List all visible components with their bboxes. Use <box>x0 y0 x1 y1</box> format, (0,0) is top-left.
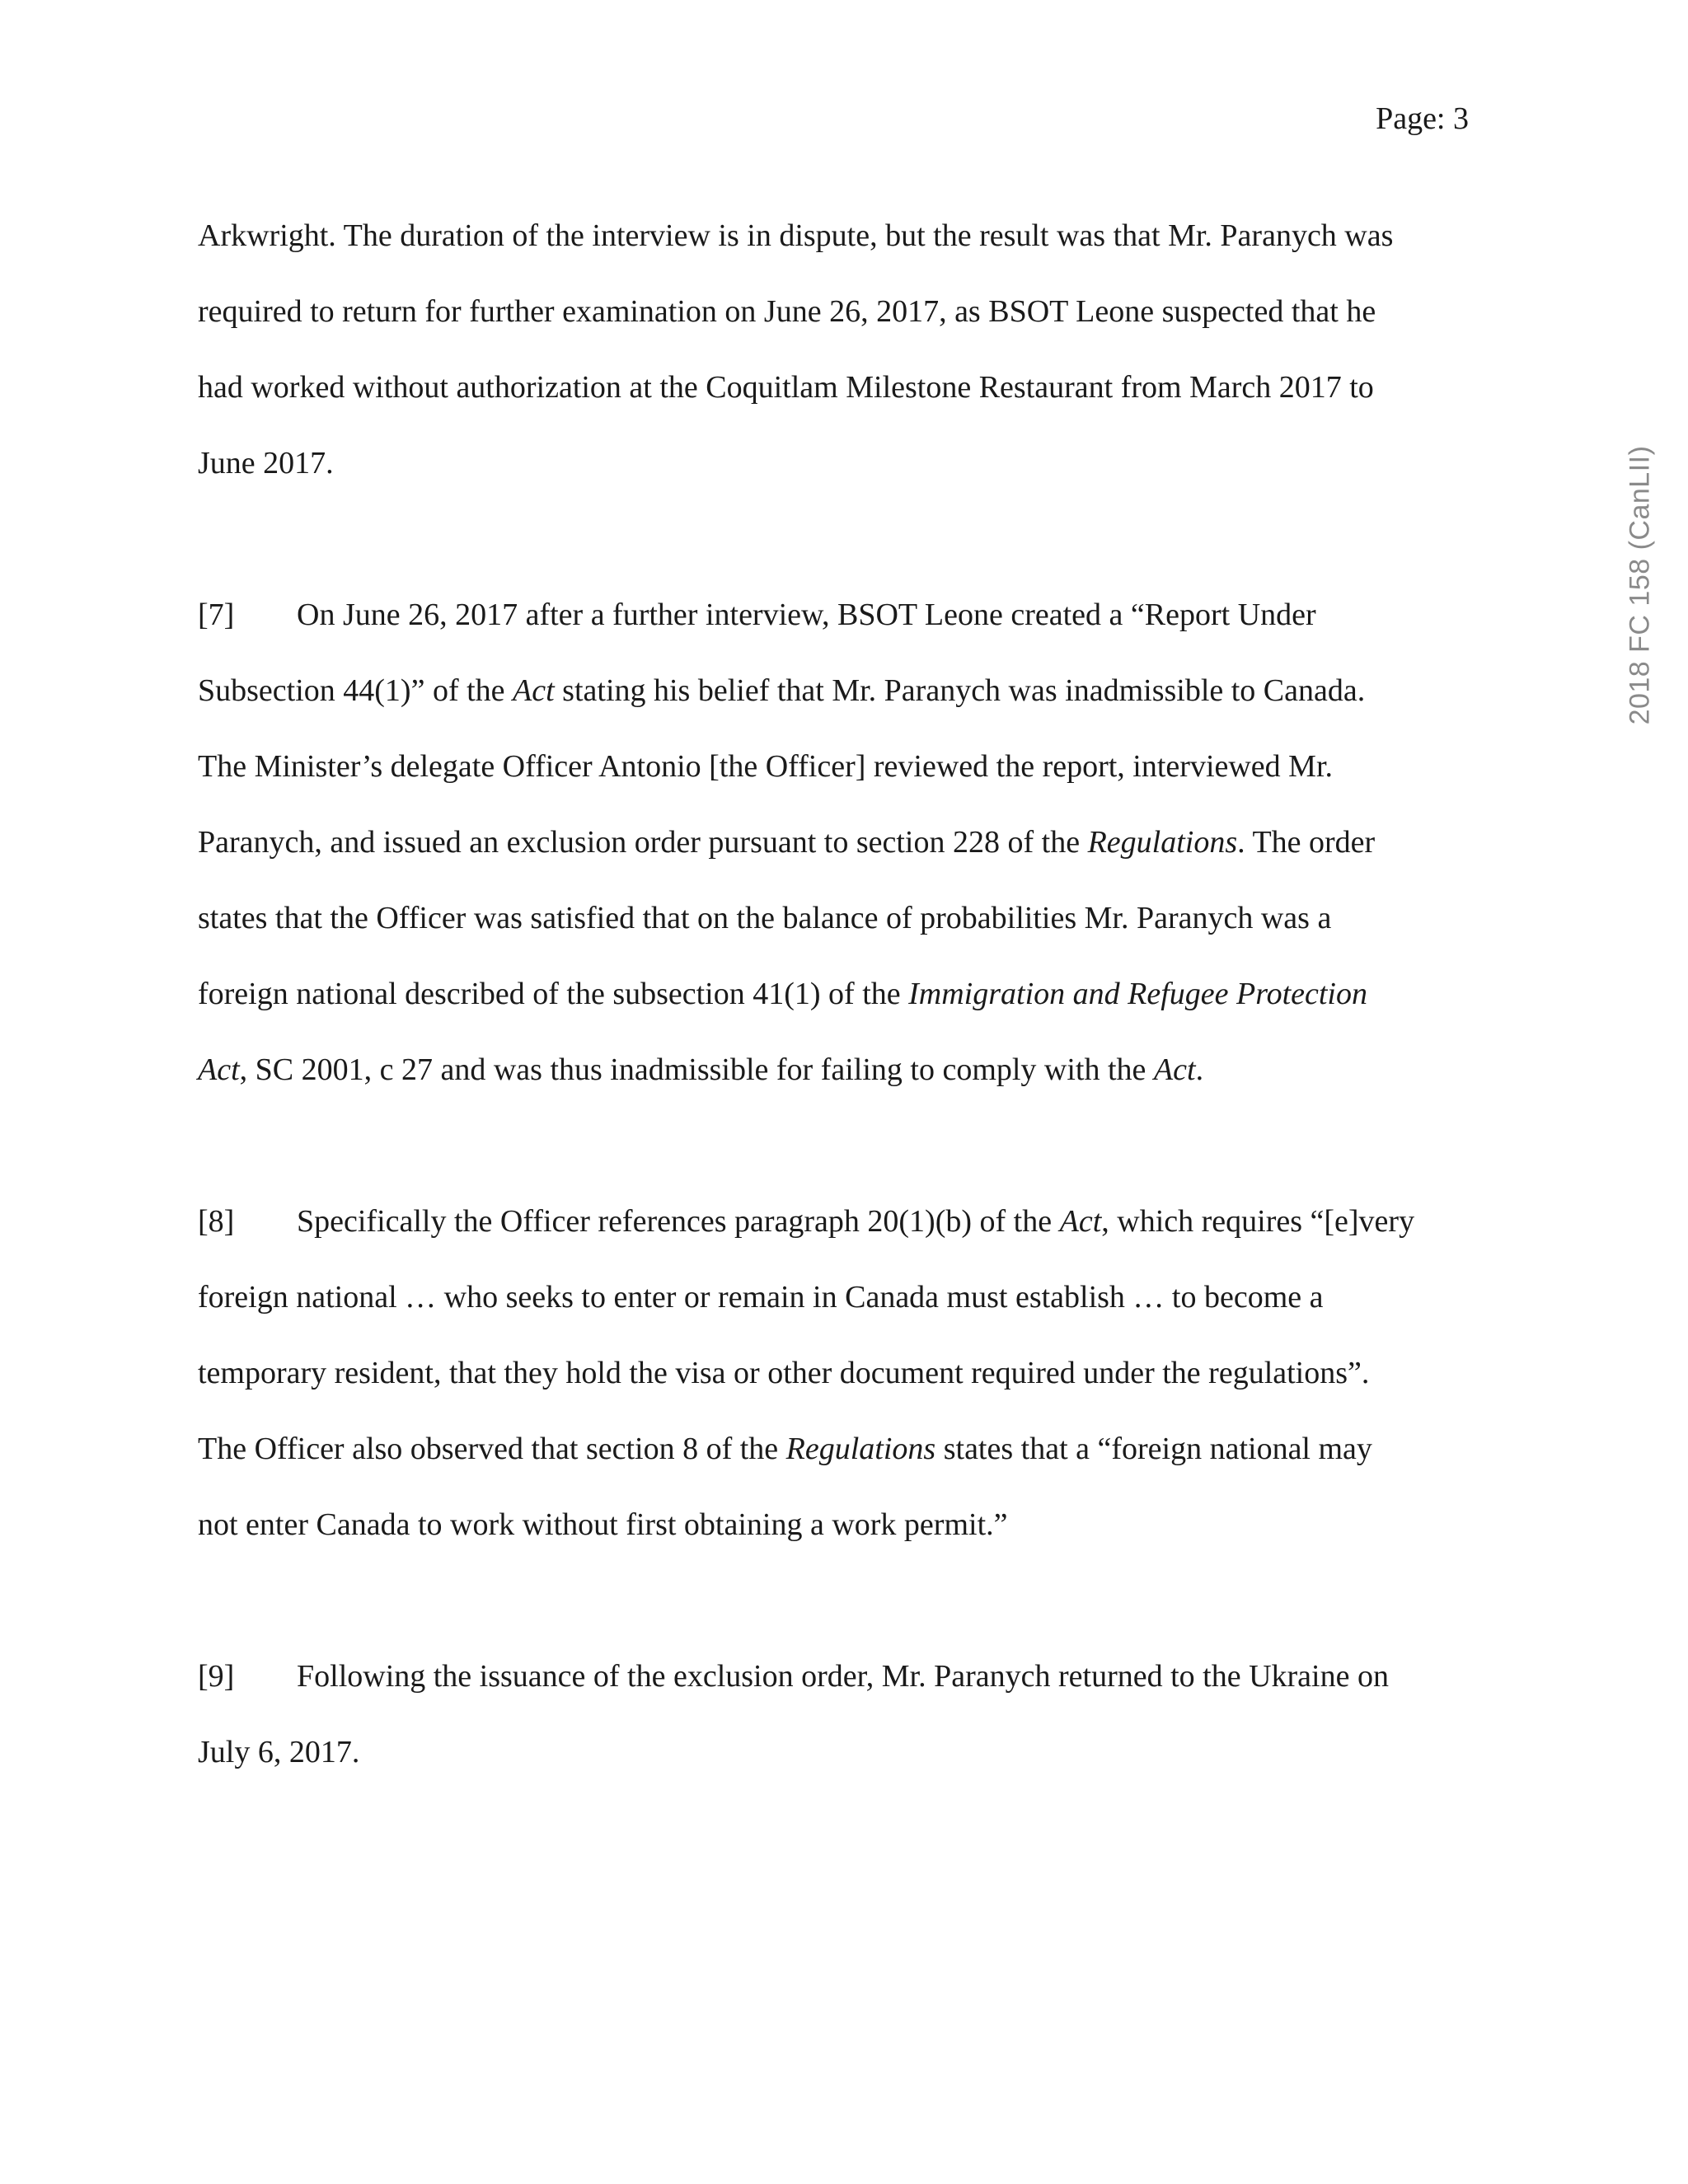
paragraph <box>198 1183 1484 1563</box>
line-text: required to return for further examination on June 26, 2017, as BSOT Leone suspected that he <box>198 294 1376 329</box>
italic-citation: Regulations <box>1087 825 1238 860</box>
paragraph-line <box>198 1638 1484 1714</box>
italic-citation: Act <box>1059 1204 1102 1239</box>
line-text: not enter Canada to work without first obtaining a work permit.” <box>198 1507 1008 1542</box>
paragraph <box>198 198 1484 501</box>
line-text: states that a “foreign national may <box>935 1432 1372 1466</box>
italic-citation: Act <box>198 1052 240 1087</box>
paragraph-line <box>198 1032 1484 1108</box>
line-text: The Officer also observed that section 8 of the <box>198 1432 786 1466</box>
paragraph-line <box>198 956 1484 1032</box>
paragraph-line <box>198 880 1484 956</box>
paragraph-number: [8] <box>198 1204 235 1239</box>
line-text: June 2017. <box>198 446 334 480</box>
paragraph-line <box>198 729 1484 804</box>
paragraph-line <box>198 274 1484 349</box>
paragraph-number: [7] <box>198 598 235 632</box>
line-text: Paranych, and issued an exclusion order pursuant to section 228 of the <box>198 825 1088 860</box>
paragraph-line <box>198 1714 1484 1790</box>
paragraph-line <box>198 804 1484 880</box>
line-text: , which requires “[e]very <box>1101 1204 1415 1239</box>
line-text: temporary resident, that they hold the visa or other document required under the regulations”. <box>198 1356 1370 1390</box>
paragraph-line <box>198 1183 1484 1259</box>
document-body <box>198 198 1484 1790</box>
line-text: Subsection 44(1)” of the <box>198 673 513 708</box>
line-text: had worked without authorization at the Coquitlam Milestone Restaurant from March 2017 to <box>198 370 1374 405</box>
line-text: . The order <box>1237 825 1376 860</box>
paragraph-line <box>198 1487 1484 1563</box>
italic-citation: Immigration and Refugee Protection <box>908 977 1367 1011</box>
paragraph-line <box>198 1335 1484 1411</box>
line-text: states that the Officer was satisfied that on the balance of probabilities Mr. Paranych was a <box>198 901 1332 935</box>
line-text: stating his belief that Mr. Paranych was inadmissible to Canada. <box>554 673 1366 708</box>
page-number: Page: 3 <box>1376 101 1469 136</box>
paragraph-line <box>198 349 1484 425</box>
line-text: The Minister’s delegate Officer Antonio [the Officer] reviewed the report, interviewed Mr. <box>198 749 1334 784</box>
line-text: foreign national described of the subsection 41(1) of the <box>198 977 909 1011</box>
line-text: . <box>1195 1052 1204 1087</box>
line-text: foreign national … who seeks to enter or remain in Canada must establish … to become a <box>198 1280 1324 1315</box>
line-text: , SC 2001, c 27 and was thus inadmissible for failing to comply with the <box>239 1052 1154 1087</box>
italic-citation: Act <box>1153 1052 1196 1087</box>
paragraph-line <box>198 425 1484 501</box>
paragraph <box>198 1638 1484 1790</box>
margin-citation: 2018 FC 158 (CanLII) <box>1624 445 1656 725</box>
paragraph <box>198 577 1484 1108</box>
paragraph-number: [9] <box>198 1659 235 1694</box>
paragraph-line <box>198 1411 1484 1487</box>
paragraph-line <box>198 198 1484 274</box>
paragraph-line <box>198 577 1484 653</box>
line-text: Arkwright. The duration of the interview is in dispute, but the result was that Mr. Paranych was <box>198 218 1394 253</box>
italic-citation: Act <box>513 673 555 708</box>
line-text: July 6, 2017. <box>198 1735 360 1769</box>
line-text: Specifically the Officer references paragraph 20(1)(b) of the <box>297 1204 1060 1239</box>
line-text: On June 26, 2017 after a further interview, BSOT Leone created a “Report Under <box>297 598 1316 632</box>
paragraph-line <box>198 653 1484 729</box>
line-text: Following the issuance of the exclusion order, Mr. Paranych returned to the Ukraine on <box>297 1659 1389 1694</box>
italic-citation: Regulations <box>785 1432 936 1466</box>
paragraph-line <box>198 1259 1484 1335</box>
